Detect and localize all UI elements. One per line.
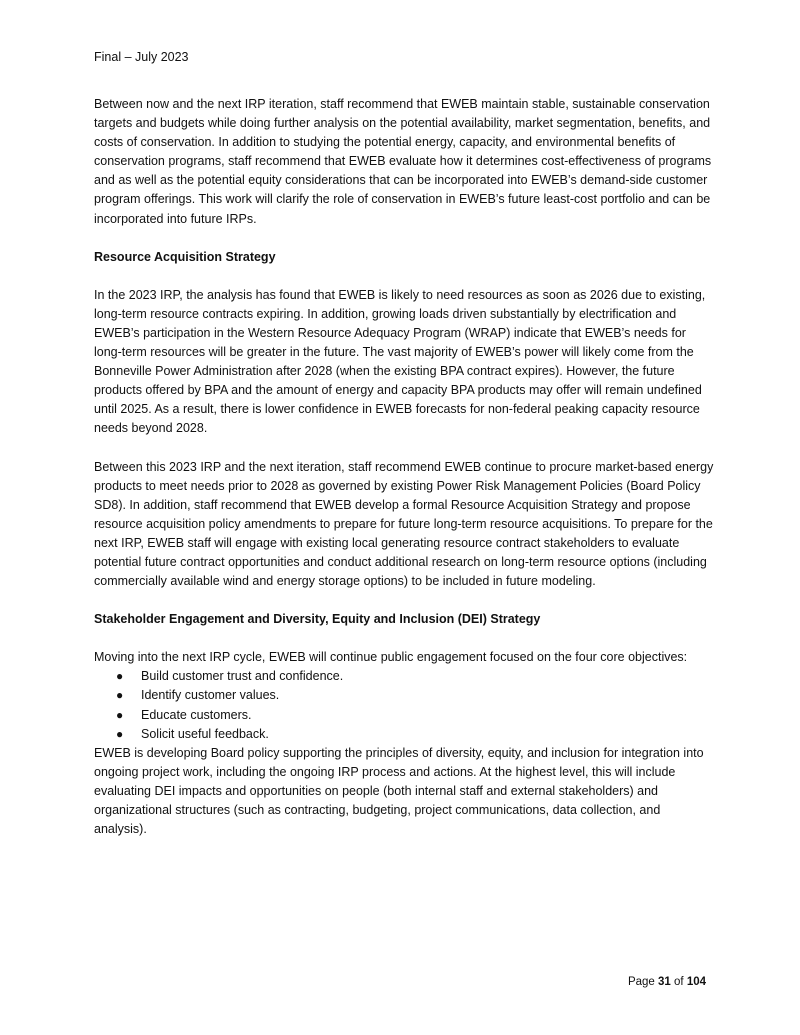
conservation-paragraph: Between now and the next IRP iteration, staff recommend that EWEB maintain stable, sustainable conservation targets and budgets while doing further analysis on the potential availability, market segmentation, benefits, and costs of conservation. In addition to studying the potential energy, capacity, and environmental benefits of conservation programs, staff recommend that EWEB evaluate how it determines cost-effectiveness of programs and as well as the potential equity considerations that can be incorporated into EWEB’s demand-side customer program offerings. This work will clarify the role of conservation in EWEB’s future least-cost portfolio and can be incorporated into future IRPs. [94, 97, 712, 226]
list-item-text: Identify customer values. [141, 688, 280, 703]
page-word: Page [627, 976, 655, 988]
list-item-text: Build customer trust and confidence. [141, 669, 344, 684]
page-number: 31 [658, 976, 671, 988]
list-item [94, 725, 714, 744]
list-item [94, 706, 714, 725]
bullet-icon: ● [116, 669, 124, 684]
dei-paragraph-2: EWEB is developing Board policy supporting the principles of diversity, equity, and inclusion for integration into ongoing project work, including the ongoing IRP process and actions. At the highest level, this will include evaluating DEI impacts and opportunities on people (both internal staff and external stakeholders) and organizational structures (such as contracting, budgeting, project communications, data collection, and analysis). [94, 745, 704, 837]
bullet-icon: ● [116, 688, 124, 703]
objectives-list [94, 667, 714, 743]
total-pages: 104 [686, 976, 706, 988]
bullet-icon: ● [116, 707, 124, 722]
page-header: Final – July 2023 [94, 50, 189, 64]
dei-intro-paragraph: Moving into the next IRP cycle, EWEB will continue public engagement focused on the four core objectives: [94, 650, 688, 665]
list-item-text: Educate customers. [141, 707, 252, 722]
of-word: of [674, 976, 684, 988]
dei-heading: Stakeholder Engagement and Diversity, Equity and Inclusion (DEI) Strategy [94, 612, 541, 627]
list-item-text: Solicit useful feedback. [141, 726, 269, 741]
list-item [94, 667, 714, 686]
resource-paragraph-2: Between this 2023 IRP and the next iteration, staff recommend EWEB continue to procure market-based energy products to meet needs prior to 2028 as governed by existing Power Risk Management Policies (Board Policy SD8). In addition, staff recommend that EWEB develop a formal Resource Acquisition Strategy and propose resource acquisition policy amendments to prepare for future long-term resource acquisitions. To prepare for the next IRP, EWEB staff will engage with existing local generating resource contract stakeholders to evaluate potential future contract opportunities and conduct additional research on long-term resource options (including commercially available wind and energy storage options) to be included in future modeling. [94, 459, 714, 589]
page-footer [628, 974, 706, 990]
document-body [94, 95, 714, 839]
resource-paragraph-1: In the 2023 IRP, the analysis has found that EWEB is likely to need resources as soon as 2026 due to existing, long-term resource contracts expiring. In addition, growing loads driven substantially by electrification and EWEB’s participation in the Western Resource Adequacy Program (WRAP) indicate that EWEB’s needs for long-term resources will be greater in the future. The vast majority of EWEB’s power will likely come from the Bonneville Power Administration after 2028 (when the existing BPA contract expires). However, the future products offered by BPA and the amount of energy and capacity BPA products may offer will remain undefined until 2025. As a result, there is lower confidence in EWEB forecasts for non-federal peaking capacity resource needs beyond 2028. [94, 287, 706, 436]
resource-acquisition-heading: Resource Acquisition Strategy [94, 249, 276, 264]
list-item [94, 686, 714, 705]
bullet-icon: ● [116, 726, 124, 741]
